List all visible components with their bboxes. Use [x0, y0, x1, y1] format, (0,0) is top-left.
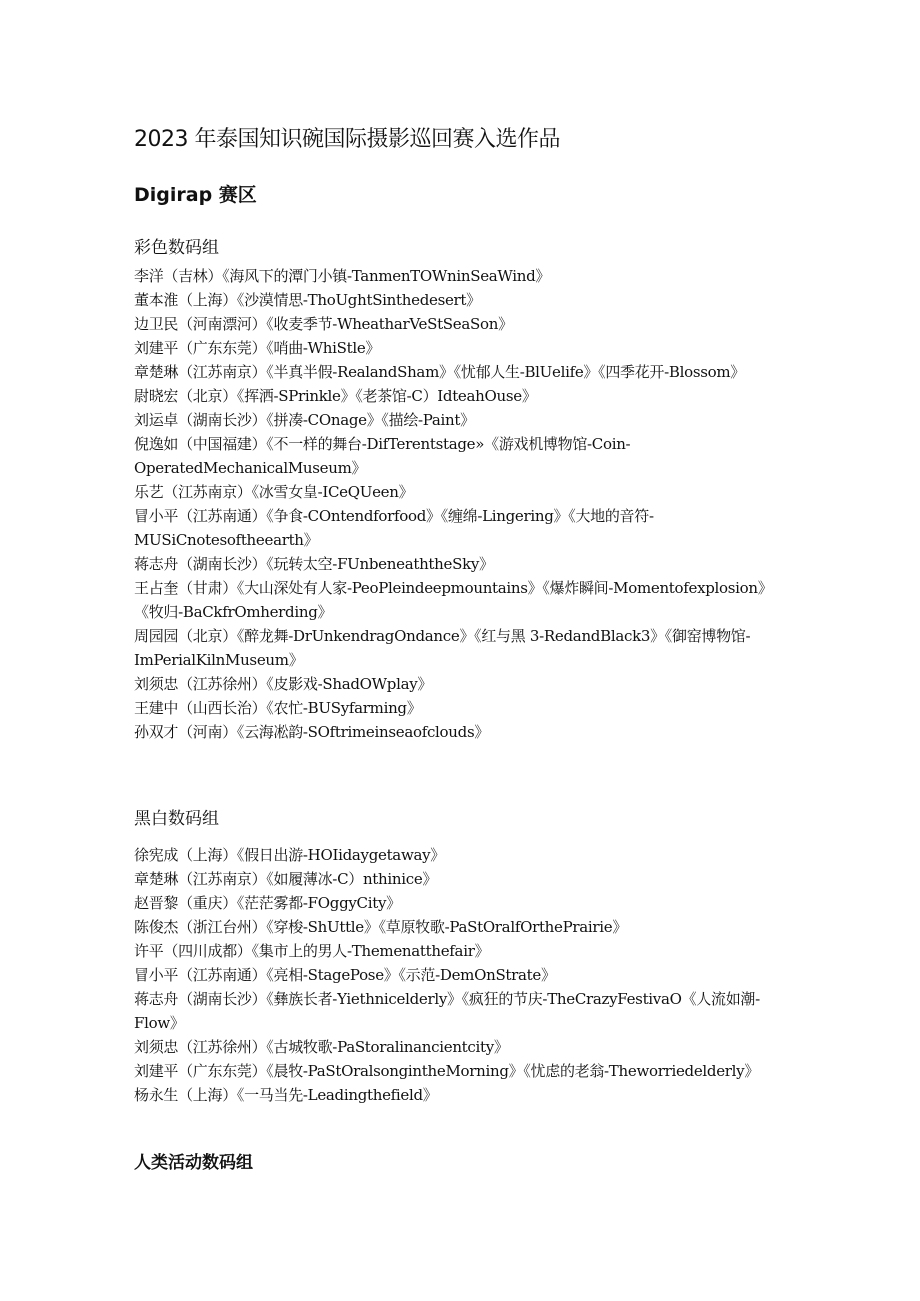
group-heading-bw: 黑白数码组	[134, 809, 219, 829]
list-item: 王建中（山西长治）《农忙-BUSyfarming》	[134, 699, 422, 717]
list-item: 章楚琳（江苏南京）《如履薄冰-C）nthinice》	[134, 870, 438, 888]
list-item: 李洋（吉林）《海风下的潭门小镇-TanmenTOWninSeaWind》	[134, 267, 551, 285]
list-item: 乐艺（江苏南京）《冰雪女皇-ICeQUeen》	[134, 483, 414, 501]
list-item: 杨永生（上海）《一马当先-Leadingthefield》	[134, 1086, 438, 1104]
list-item: 尉晓宏（北京）《挥洒-SPrinkle》《老茶馆-C）IdteahOuse》	[134, 387, 537, 405]
region-heading: Digirap 赛区	[134, 184, 257, 206]
list-item: 徐宪成（上海）《假日出游-HOIidaygetaway》	[134, 846, 445, 864]
list-item: 刘须忠（江苏徐州）《皮影戏-ShadOWplay》	[134, 675, 433, 693]
list-item: 倪逸如（中国福建）《不一样的舞台-DifTerentstage»《游戏机博物馆-Coin-OperatedMechanicalMuseum》	[134, 435, 631, 477]
list-item: 刘建平（广东东莞）《哨曲-WhiStle》	[134, 339, 381, 357]
page-title: 2023 年泰国知识碗国际摄影巡回赛入选作品	[134, 127, 560, 152]
list-item: 冒小平（江苏南通）《亮相-StagePose》《示范-DemOnStrate》	[134, 966, 556, 984]
list-item: 许平（四川成都）《集市上的男人-Themenatthefair》	[134, 942, 490, 960]
list-item: 赵晋黎（重庆）《茫茫雾都-FOggyCity》	[134, 894, 401, 912]
list-item: 蒋志舟（湖南长沙）《玩转太空-FUnbeneaththeSky》	[134, 555, 494, 573]
entry-list-bw	[134, 843, 794, 1107]
group-heading-color: 彩色数码组	[134, 238, 219, 258]
list-item: 陈俊杰（浙江台州）《穿梭-ShUttle》《草原牧歌-PaStOralfOrthePrairie》	[134, 918, 628, 936]
list-item: 刘建平（广东东莞）《晨牧-PaStOralsongintheMorning》《忧虑的老翁-Theworriedelderly》	[134, 1062, 760, 1080]
list-item: 章楚琳（江苏南京）《半真半假-RealandSham》《忧郁人生-BlUelife》《四季花开-Blossom》	[134, 363, 745, 381]
list-item: 周园园（北京）《醉龙舞-DrUnkendragOndance》《红与黑 3-RedandBlack3》《御窑博物馆-ImPerialKilnMuseum》	[134, 627, 751, 669]
list-item: 董本淮（上海）《沙漠情思-ThoUghtSinthedesert》	[134, 291, 481, 309]
list-item: 刘须忠（江苏徐州）《古城牧歌-PaStoralinancientcity》	[134, 1038, 509, 1056]
list-item: 刘运卓（湖南长沙）《拼凑-COnage》《描绘-Paint》	[134, 411, 475, 429]
list-item: 冒小平（江苏南通）《争食-COntendforfood》《缠绵-Lingering》《大地的音符-MUSiCnotesoftheearth》	[134, 507, 654, 549]
group-heading-human-activity: 人类活动数码组	[134, 1153, 253, 1173]
list-item: 王占奎（甘肃）《大山深处有人家-PeoPleindeepmountains》《爆炸瞬间-Momentofexplosion》《牧归-BaCkfrOmherding》	[134, 579, 773, 621]
list-item: 孙双才（河南）《云海凇韵-SOftrimeinseaofclouds》	[134, 723, 490, 741]
list-item: 蒋志舟（湖南长沙）《彝族长者-Yiethnicelderly》《疯狂的节庆-TheCrazyFestivaO《人流如潮-Flow》	[134, 990, 760, 1032]
list-item: 边卫民（河南漂河）《收麦季节-WheatharVeStSeaSon》	[134, 315, 513, 333]
entry-list-color	[134, 264, 794, 744]
